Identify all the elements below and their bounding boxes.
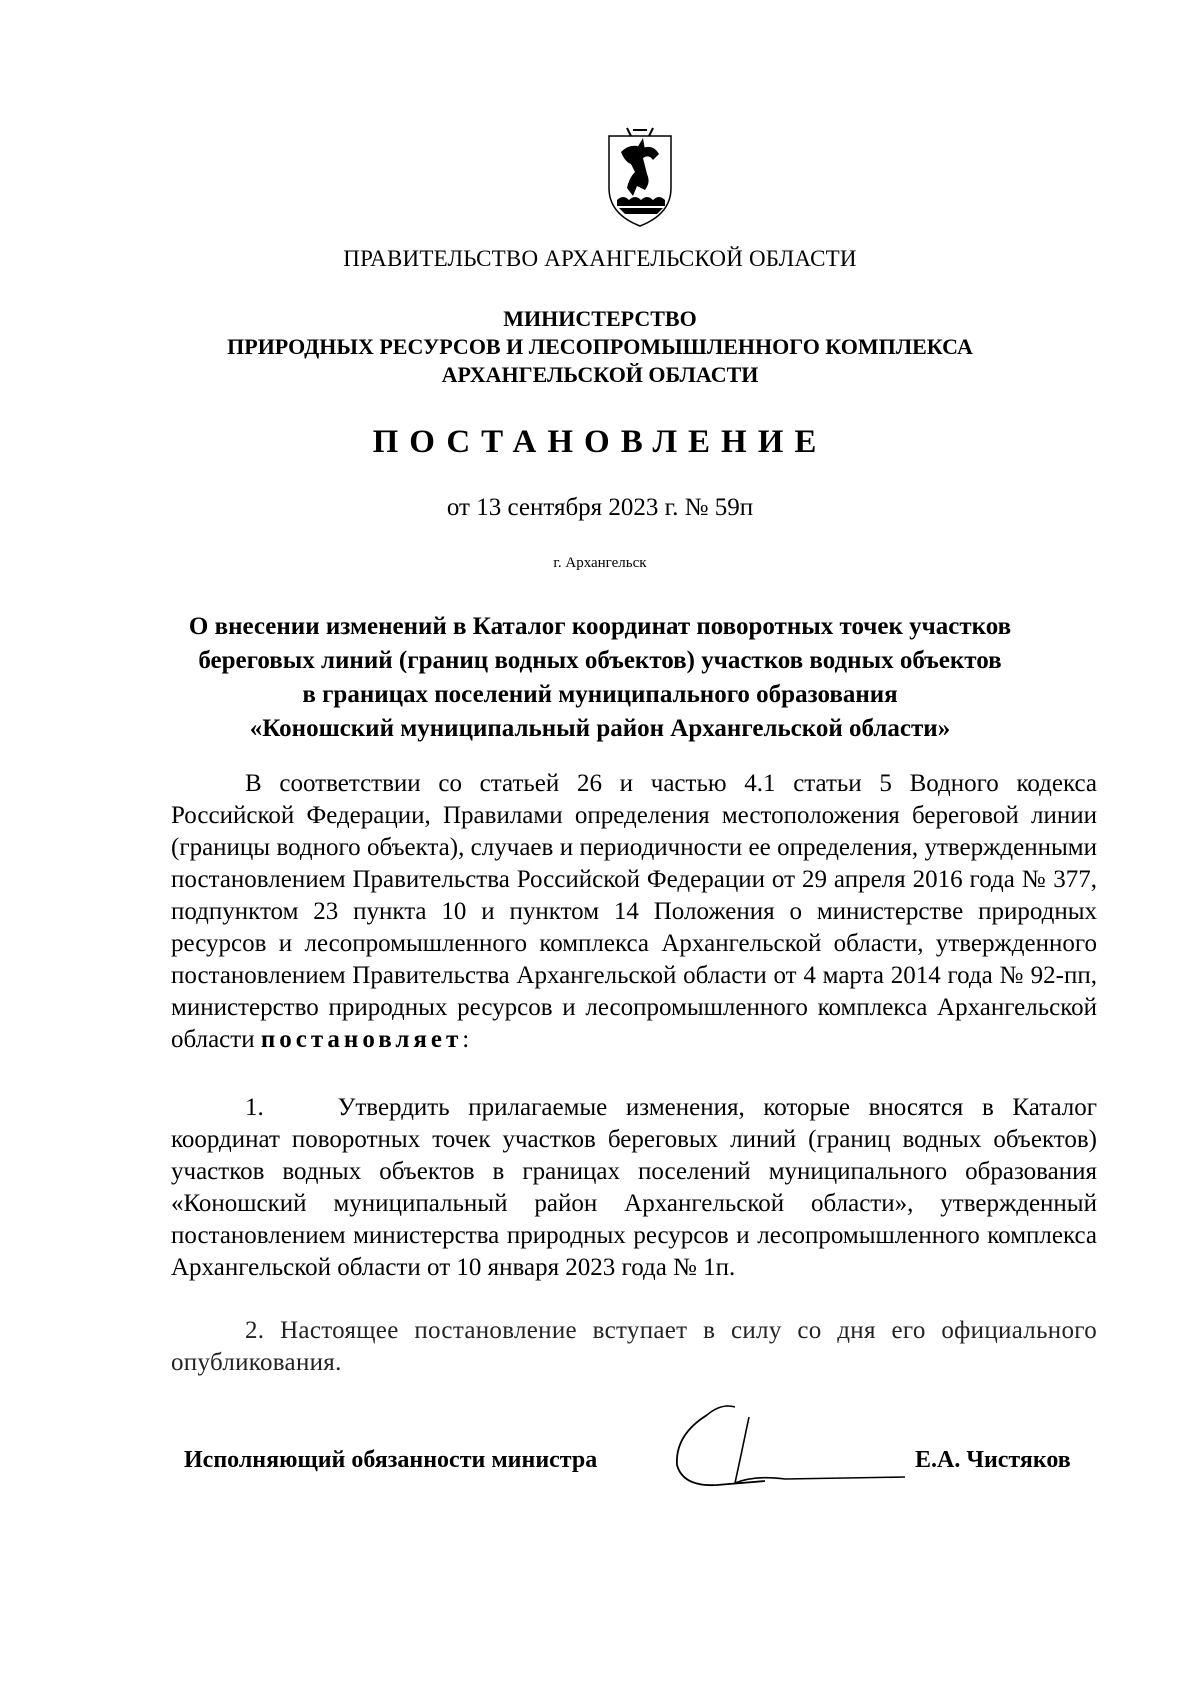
ministry-line: АРХАНГЕЛЬСКОЙ ОБЛАСТИ [441, 362, 759, 387]
preamble-end: : [462, 1026, 470, 1053]
subject-line: «Коношский муниципальный район Архангельской области» [249, 715, 951, 742]
decree-word: постановляет [260, 1026, 463, 1053]
signatory-name: Е.А. Чистяков [915, 1447, 1071, 1473]
clause-2: 2. Настоящее постановление вступает в силу со дня его официального опубликования. [171, 1317, 1097, 1376]
subject-line: О внесении изменений в Каталог координат поворотных точек участков [188, 613, 1012, 640]
clause-text: Утвердить прилагаемые изменения, которые вносятся в Каталог координат поворотных точек участков береговых линий (границ водных объектов) участков водных объектов в границах поселений муниципального образования «Коношский муниципальный район Архангельской области», утвержденный постановлением министерства природных ресурсов и лесопромышленного комплекса Архангельской области от 10 января 2023 года № 1п. [171, 1094, 1097, 1281]
preamble-text: В соответствии со статьей 26 и частью 4.1 статьи 5 Водного кодекса Российской Федерации, Правилами определения местоположения береговой линии (границы водного объекта), случаев и периодичности ее определения, утвержденными постановлением Правительства Российской Федерации от 29 апреля 2016 года № 377, подпунктом 23 пункта 10 и пунктом 14 Положения о министерстве природных ресурсов и лесопромышленного комплекса Архангельской области, утвержденного постановлением Правительства Архангельской области от 4 марта 2014 года № 92-пп, министерство природных ресурсов и лесопромышленного комплекса Архангельской области [171, 770, 1097, 1053]
ministry-line: МИНИСТЕРСТВО [503, 306, 697, 331]
handwritten-signature [665, 1395, 905, 1505]
coat-of-arms-icon [603, 124, 677, 228]
document-date-number: от 13 сентября 2023 г. № 59п [446, 494, 754, 521]
signatory-position: Исполняющий обязанности министра [184, 1447, 598, 1473]
ministry-name [0, 305, 1200, 389]
document-city: г. Архангельск [553, 555, 647, 571]
preamble-paragraph [171, 768, 1097, 1056]
subject-line: в границах поселений муниципального образования [302, 681, 898, 708]
government-name: ПРАВИТЕЛЬСТВО АРХАНГЕЛЬСКОЙ ОБЛАСТИ [343, 246, 857, 271]
subject-line: береговых линий (границ водных объектов) участков водных объектов [198, 647, 1002, 674]
ministry-line: ПРИРОДНЫХ РЕСУРСОВ И ЛЕСОПРОМЫШЛЕННОГО КОМПЛЕКСА [227, 334, 973, 359]
clause-number: 1. [245, 1094, 264, 1121]
document-subject [0, 610, 1200, 746]
document-type: ПОСТАНОВЛЕНИЕ [372, 424, 828, 460]
clause-1 [171, 1092, 1097, 1284]
